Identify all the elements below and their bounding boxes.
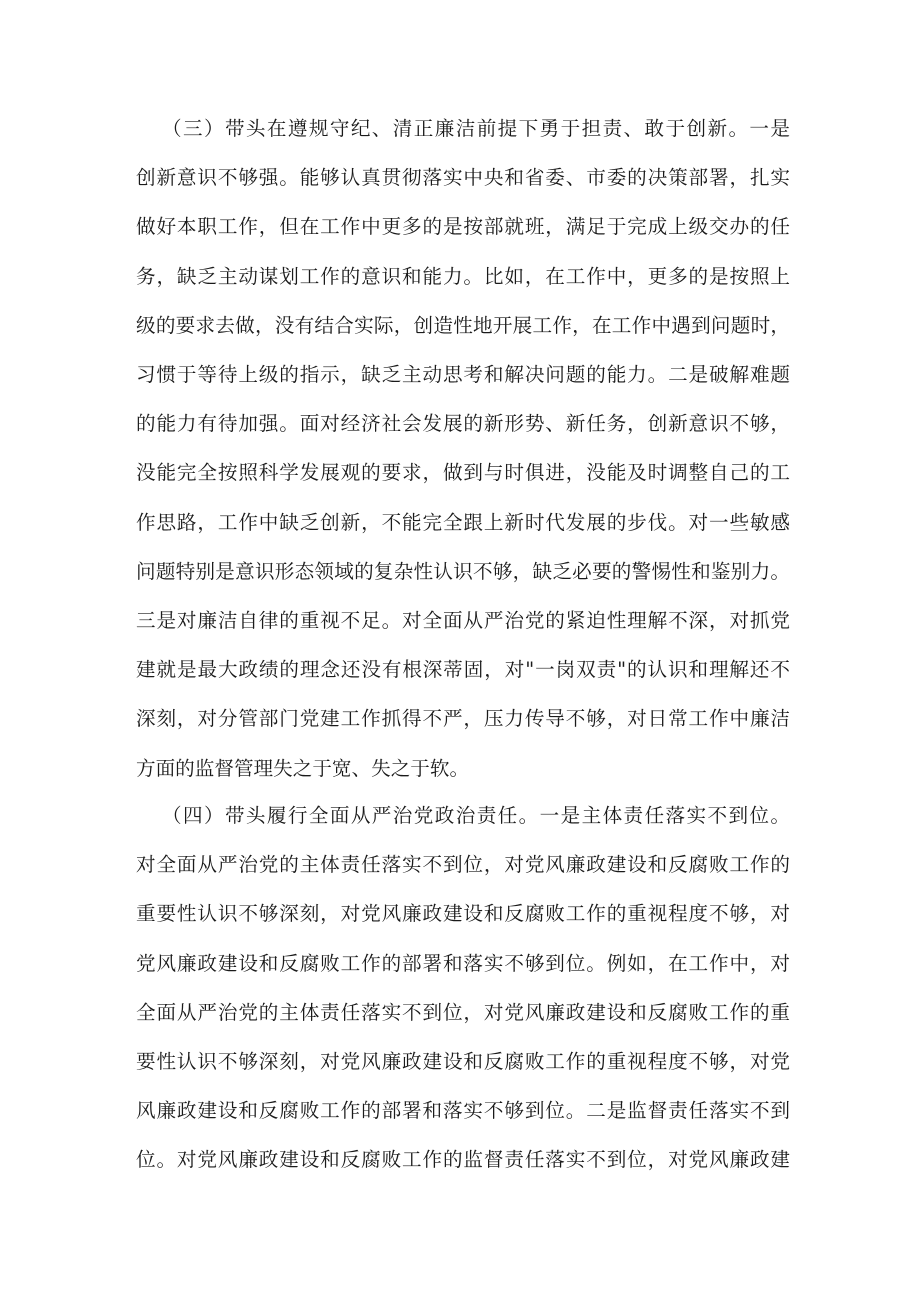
text-line: 级的要求去做，没有结合实际，创造性地开展工作，在工作中遇到问题时， [136,314,790,337]
text-line: 的能力有待加强。面对经济社会发展的新形势、新任务，创新意识不够， [136,412,790,435]
text-line: （四）带头履行全面从严治党政治责任。一是主体责任落实不到位。 [162,804,790,827]
text-line: 全面从严治党的主体责任落实不到位，对党风廉政建设和反腐败工作的重 [136,1001,790,1024]
text-line: 要性认识不够深刻，对党风廉政建设和反腐败工作的重视程度不够，对党 [136,1050,790,1073]
text-line: 作思路，工作中缺乏创新，不能完全跟上新时代发展的步伐。对一些敏感 [136,511,790,534]
text-line: 做好本职工作，但在工作中更多的是按部就班，满足于完成上级交办的任 [136,215,790,238]
text-line: 问题特别是意识形态领域的复杂性认识不够，缺乏必要的警惕性和鉴别力。 [136,560,790,583]
text-line: 务，缺乏主动谋划工作的意识和能力。比如，在工作中，更多的是按照上 [136,265,790,288]
text-line: 习惯于等待上级的指示，缺乏主动思考和解决问题的能力。二是破解难题 [136,363,790,386]
text-line: 创新意识不够强。能够认真贯彻落实中央和省委、市委的决策部署，扎实 [136,166,790,189]
text-line: 风廉政建设和反腐败工作的部署和落实不够到位。二是监督责任落实不到 [136,1099,790,1122]
text-line: 没能完全按照科学发展观的要求，做到与时俱进，没能及时调整自己的工 [136,461,790,484]
text-line: 建就是最大政绩的理念还没有根深蒂固，对"一岗双责"的认识和理解还不 [136,658,790,681]
text-line: （三）带头在遵规守纪、清正廉洁前提下勇于担责、敢于创新。一是 [162,117,790,140]
text-line: 党风廉政建设和反腐败工作的部署和落实不够到位。例如，在工作中，对 [136,952,790,975]
text-line: 对全面从严治党的主体责任落实不到位，对党风廉政建设和反腐败工作的 [136,853,790,876]
text-line: 三是对廉洁自律的重视不足。对全面从严治党的紧迫性理解不深，对抓党 [136,609,790,632]
text-line: 位。对党风廉政建设和反腐败工作的监督责任落实不到位，对党风廉政建 [136,1148,790,1171]
text-line: 重要性认识不够深刻，对党风廉政建设和反腐败工作的重视程度不够，对 [136,902,790,925]
text-line: 深刻，对分管部门党建工作抓得不严，压力传导不够，对日常工作中廉洁 [136,707,790,730]
text-line: 方面的监督管理失之于宽、失之于软。 [136,757,470,780]
